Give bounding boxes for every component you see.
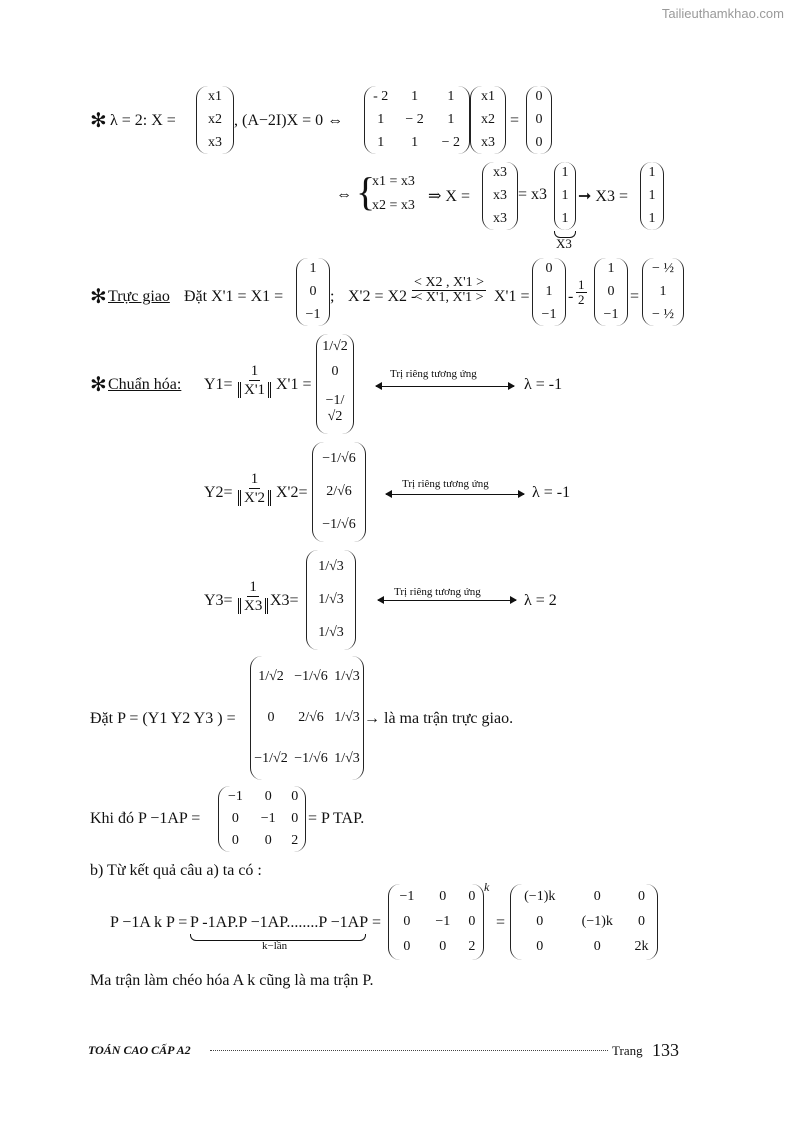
footer-page-label: Trang (612, 1043, 643, 1058)
eigen-arrow-icon (378, 600, 516, 601)
diag-matrix-k: −1 0 0 0 −1 0 0 0 2 (388, 884, 484, 960)
x3-vector: x3 x3 x3 (482, 162, 518, 230)
p-def-tail: → là ma trận trực giao. (364, 710, 514, 727)
part-b-product: P -1AP.P −1AP........P −1AP (190, 914, 369, 931)
arrow-x3: ➞ X3 = (578, 188, 628, 205)
minus-sign: - (568, 288, 574, 305)
iff-symbol: ⇔ (336, 186, 352, 203)
implies-text: ⇒ X = (428, 188, 470, 205)
x-vector-2: x1 x2 x3 (470, 86, 506, 154)
y2-norm-fraction: $\frac{1}{X'2}$ (236, 470, 273, 507)
separator: ; (330, 288, 335, 305)
projection-fraction: $\frac{< X2 , X'1 >}{< X'1, X'1 >}$ (414, 275, 485, 305)
half-fraction: $\frac{1}{2}$ (578, 277, 585, 307)
y2-vec-text: X'2= (276, 484, 308, 501)
part-b-intro: b) Từ kết quả câu a) ta có : (90, 862, 262, 879)
x1-prime-vector: 1 0 −1 (296, 258, 330, 326)
diagonal-matrix: −1 0 0 0 −1 0 0 0 2 (218, 786, 306, 852)
system-line-1: x1 = x3 (372, 174, 415, 189)
eigen-arrow-label: Trị riêng tương ứng (402, 478, 489, 490)
x2-prime-text: X'2 = X2 - (348, 288, 417, 305)
ones-vector: 1 1 1 (554, 162, 576, 230)
y2-lhs: Y2= (204, 484, 233, 501)
y1-norm-fraction: $\frac{1}{X'1}$ (236, 362, 273, 399)
x3-label: X3 (556, 236, 572, 251)
X3-vector: 1 1 1 (640, 162, 664, 230)
zero-vector: 0 0 0 (526, 86, 552, 154)
system-brace: { (356, 169, 376, 214)
normalize-title: Chuẩn hóa: (108, 376, 182, 393)
y1-vec-text: X'1 = (276, 376, 312, 393)
eigen-arrow-label: Trị riêng tương ứng (390, 368, 477, 380)
eq-sign: = (372, 914, 382, 931)
watermark: Tailieuthamkhao.com (661, 6, 784, 21)
x1p-vector: 1 0 −1 (594, 258, 628, 326)
eq-sign: = (630, 288, 640, 305)
y3-vec-text: X3= (270, 592, 299, 609)
orthogonal-text: Đặt X'1 = X1 = (184, 288, 284, 305)
y2-vector: −1/√6 2/√6 −1/√6 (312, 442, 366, 542)
footer-page-number: 133 (652, 1040, 679, 1060)
brace-label: k−lần (262, 940, 288, 952)
y1-vector: 1/√2 0 −1/√2 (316, 334, 354, 434)
p-def-text: Đặt P = (Y1 Y2 Y3 ) = (90, 710, 236, 727)
eigen-arrow-icon (376, 386, 514, 387)
x-vector: x1 x2 x3 (196, 86, 234, 154)
khi-do-tail: = P TAP. (308, 810, 365, 827)
eq-sign: = (496, 914, 506, 931)
footer-title: TOÁN CAO CẤP A2 (88, 1043, 191, 1057)
x2-prime-result: − ½ 1 − ½ (642, 258, 684, 326)
khi-do-text: Khi đó P −1AP = (90, 810, 201, 827)
eigen-arrow-icon (386, 494, 524, 495)
y3-vector: 1/√3 1/√3 1/√3 (306, 550, 356, 650)
matrix-a-2i: - 2 1 1 1 − 2 1 1 1 − 2 (364, 86, 470, 154)
conclusion: Ma trận làm chéo hóa A k cũng là ma trận P. (90, 972, 374, 989)
part-b-lhs: P −1A k P = (110, 914, 188, 931)
orthogonal-title: Trực giao (108, 288, 170, 305)
y2-eigenvalue: λ = -1 (532, 484, 571, 501)
p-matrix: 1/√2 −1/√6 1/√3 0 2/√6 1/√3 −1/√2 −1/√6 1/√3 (250, 656, 364, 780)
eq-sign: = (510, 112, 520, 129)
bullet: ✻ (90, 110, 107, 132)
eq-text: , (A−2I)X = 0 ⇔ (234, 112, 344, 129)
eq-x3: = x3 (518, 186, 548, 203)
y1-eigenvalue: λ = -1 (524, 376, 563, 393)
x2-tail: X'1 = (494, 288, 530, 305)
bullet: ✻ (90, 374, 107, 396)
y3-norm-fraction: $\frac{1}{X3}$ (236, 578, 270, 615)
bullet: ✻ (90, 286, 107, 308)
result-matrix: (−1)k 0 0 0 (−1)k 0 0 0 2k (510, 884, 658, 960)
lambda-text: λ = 2: X = (110, 112, 176, 129)
y3-lhs: Y3= (204, 592, 233, 609)
power-k: k (484, 880, 490, 894)
footer-dotted-line (210, 1050, 608, 1051)
eigen-arrow-label: Trị riêng tương ứng (394, 586, 481, 598)
x2-vector: 0 1 −1 (532, 258, 566, 326)
system-line-2: x2 = x3 (372, 198, 415, 213)
y3-eigenvalue: λ = 2 (524, 592, 557, 609)
y1-lhs: Y1= (204, 376, 233, 393)
